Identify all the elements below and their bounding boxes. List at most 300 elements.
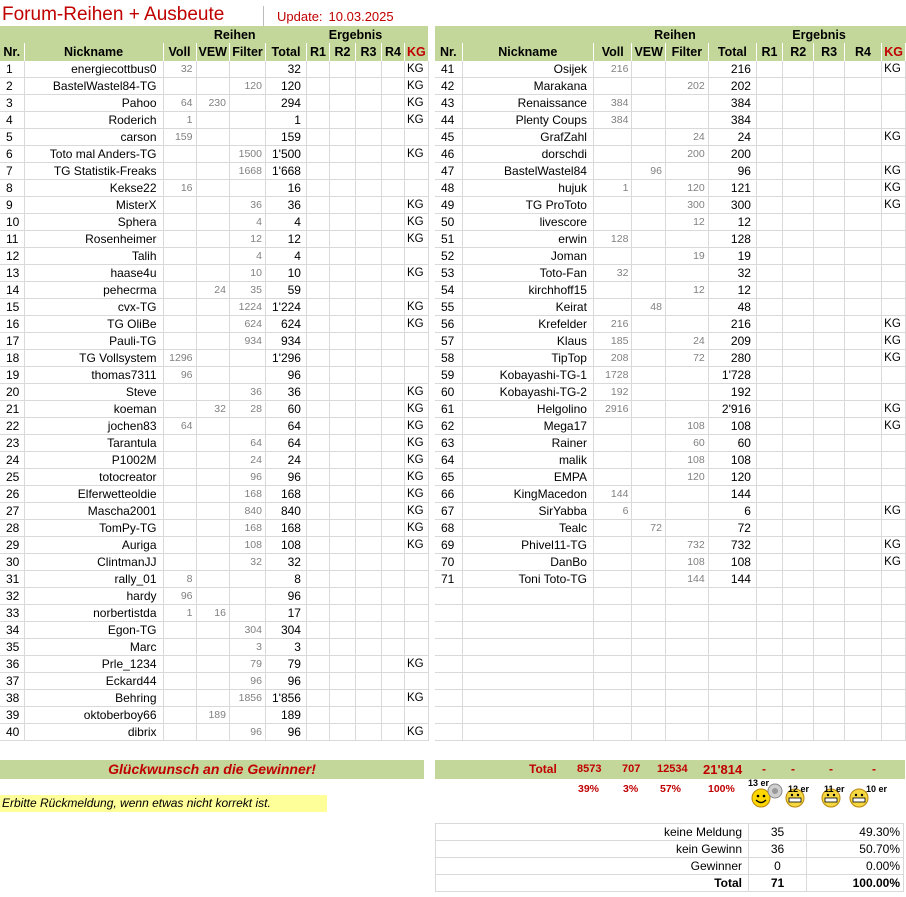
row-r4 [844, 469, 881, 486]
row-filter [665, 605, 708, 622]
row-filter [665, 639, 708, 656]
pct-total: 100% [708, 783, 735, 795]
row-r3 [355, 61, 381, 78]
table-row [0, 333, 428, 350]
row-r2 [329, 146, 355, 163]
row-vew [196, 61, 229, 78]
row-r3 [355, 588, 381, 605]
row-r4 [844, 452, 881, 469]
row-vew [196, 673, 229, 690]
row-vew [196, 316, 229, 333]
label-13er: 13 er [748, 778, 770, 788]
col-r2: R2 [329, 43, 355, 61]
table-row [435, 605, 906, 622]
row-kg [404, 605, 428, 622]
row-total [708, 724, 756, 741]
row-r3 [355, 197, 381, 214]
row-r3 [814, 401, 844, 418]
row-nickname: BastelWastel84 [462, 163, 593, 180]
row-nickname: Marc [24, 639, 163, 656]
table-row [0, 486, 428, 503]
totals-row [435, 760, 905, 779]
row-nickname: koeman [24, 401, 163, 418]
row-nr [435, 724, 462, 741]
row-total: 1'500 [265, 146, 306, 163]
summary-percent: 49.30% [807, 824, 904, 841]
row-r4 [844, 333, 881, 350]
row-total: 96 [265, 469, 306, 486]
row-r1 [756, 401, 782, 418]
row-voll: 32 [163, 61, 196, 78]
row-r2 [783, 350, 814, 367]
table-row [435, 180, 906, 197]
summary-percent: 50.70% [807, 841, 904, 858]
row-r3 [814, 554, 844, 571]
col-nr: Nr. [435, 43, 462, 61]
col-r4: R4 [844, 43, 881, 61]
row-total: 96 [265, 673, 306, 690]
row-nickname: Joman [462, 248, 593, 265]
row-filter [665, 656, 708, 673]
row-nr: 59 [435, 367, 462, 384]
row-total: 48 [708, 299, 756, 316]
row-nr [435, 690, 462, 707]
row-r2 [783, 639, 814, 656]
col-total: Total [265, 43, 306, 61]
row-r3 [355, 605, 381, 622]
row-r1 [306, 571, 329, 588]
row-r2 [329, 639, 355, 656]
row-r2 [329, 282, 355, 299]
row-total: 12 [265, 231, 306, 248]
row-r2 [329, 197, 355, 214]
row-r2 [783, 707, 814, 724]
row-r2 [783, 571, 814, 588]
row-r1 [756, 163, 782, 180]
row-r3 [355, 163, 381, 180]
row-vew [196, 571, 229, 588]
row-kg: KG [404, 214, 428, 231]
row-r2 [783, 248, 814, 265]
row-kg [404, 622, 428, 639]
row-r2 [783, 214, 814, 231]
row-voll [593, 571, 632, 588]
row-r4 [381, 367, 404, 384]
row-kg [882, 367, 906, 384]
row-nr: 71 [435, 571, 462, 588]
col-nr: Nr. [0, 43, 24, 61]
row-r3 [355, 622, 381, 639]
row-r4 [381, 673, 404, 690]
table-row [435, 146, 906, 163]
row-voll [163, 146, 196, 163]
row-nr [435, 588, 462, 605]
row-filter: 64 [229, 435, 265, 452]
row-filter [665, 367, 708, 384]
row-nr: 37 [0, 673, 24, 690]
row-r3 [355, 231, 381, 248]
row-vew [196, 265, 229, 282]
row-nickname: Steve [24, 384, 163, 401]
row-r4 [381, 231, 404, 248]
row-r4 [381, 571, 404, 588]
row-r4 [381, 299, 404, 316]
row-total: 32 [708, 265, 756, 282]
row-nickname: hardy [24, 588, 163, 605]
row-r1 [756, 435, 782, 452]
page-title: Forum-Reihen + Ausbeute [2, 4, 225, 25]
row-vew [196, 588, 229, 605]
row-total: 280 [708, 350, 756, 367]
summary-label: keine Meldung [436, 824, 749, 841]
row-r4 [381, 724, 404, 741]
table-row [0, 384, 428, 401]
row-r3 [355, 486, 381, 503]
row-r4 [844, 61, 881, 78]
row-vew [196, 214, 229, 231]
row-r4 [381, 418, 404, 435]
row-r4 [844, 401, 881, 418]
table-row [0, 299, 428, 316]
row-filter [665, 622, 708, 639]
row-total [708, 622, 756, 639]
row-r1 [306, 214, 329, 231]
row-filter [229, 180, 265, 197]
row-filter: 108 [665, 452, 708, 469]
row-r2 [783, 95, 814, 112]
row-filter: 35 [229, 282, 265, 299]
row-r2 [329, 537, 355, 554]
row-vew [632, 724, 665, 741]
row-filter: 28 [229, 401, 265, 418]
row-vew [196, 333, 229, 350]
row-r1 [756, 282, 782, 299]
row-filter [665, 503, 708, 520]
row-r3 [355, 367, 381, 384]
row-r4 [381, 163, 404, 180]
row-r4 [844, 163, 881, 180]
row-voll [593, 129, 632, 146]
row-r1 [306, 673, 329, 690]
row-kg: KG [882, 350, 906, 367]
table-row [0, 129, 428, 146]
row-r4 [844, 299, 881, 316]
row-r2 [329, 95, 355, 112]
row-r3 [814, 146, 844, 163]
row-r2 [329, 112, 355, 129]
row-r3 [355, 469, 381, 486]
right-results-table [435, 26, 906, 741]
row-voll: 96 [163, 367, 196, 384]
row-nr: 34 [0, 622, 24, 639]
row-nr: 8 [0, 180, 24, 197]
row-r3 [355, 112, 381, 129]
row-r2 [329, 61, 355, 78]
row-kg [882, 673, 906, 690]
col-r4: R4 [381, 43, 404, 61]
row-kg [882, 435, 906, 452]
table-row [0, 401, 428, 418]
row-r4 [381, 78, 404, 95]
row-vew [632, 435, 665, 452]
update-info [277, 9, 394, 24]
row-r2 [783, 282, 814, 299]
row-r2 [783, 605, 814, 622]
row-nr: 2 [0, 78, 24, 95]
row-r1 [756, 95, 782, 112]
row-vew [632, 622, 665, 639]
row-kg: KG [404, 469, 428, 486]
row-nickname: Elferwetteoldie [24, 486, 163, 503]
row-kg: KG [882, 537, 906, 554]
row-r1 [756, 350, 782, 367]
row-r3 [814, 333, 844, 350]
row-r2 [329, 367, 355, 384]
row-r3 [355, 707, 381, 724]
row-r3 [814, 503, 844, 520]
row-voll [593, 214, 632, 231]
row-kg [882, 282, 906, 299]
row-nickname: carson [24, 129, 163, 146]
row-r1 [306, 78, 329, 95]
row-kg [882, 112, 906, 129]
row-voll [163, 265, 196, 282]
summary-total-percent: 100.00% [807, 875, 904, 892]
row-vew [632, 95, 665, 112]
row-r1 [306, 180, 329, 197]
row-voll [163, 469, 196, 486]
row-r3 [814, 639, 844, 656]
row-filter: 96 [229, 724, 265, 741]
row-nickname [462, 639, 593, 656]
row-voll: 1 [163, 605, 196, 622]
row-filter [229, 129, 265, 146]
row-voll [593, 724, 632, 741]
row-vew [196, 299, 229, 316]
row-filter: 1668 [229, 163, 265, 180]
row-vew [632, 469, 665, 486]
row-kg [404, 180, 428, 197]
row-kg [404, 282, 428, 299]
row-r4 [844, 707, 881, 724]
row-voll [593, 673, 632, 690]
row-r4 [844, 265, 881, 282]
row-r2 [329, 231, 355, 248]
row-total: 192 [708, 384, 756, 401]
row-vew [196, 554, 229, 571]
row-filter [665, 112, 708, 129]
row-kg [404, 129, 428, 146]
row-vew: 189 [196, 707, 229, 724]
row-filter: 24 [665, 333, 708, 350]
col-kg: KG [882, 43, 906, 61]
row-filter: 300 [665, 197, 708, 214]
row-r2 [783, 435, 814, 452]
label-12er: 12 er [788, 784, 810, 794]
row-voll [593, 690, 632, 707]
pct-filter: 57% [660, 783, 682, 795]
row-vew [196, 163, 229, 180]
row-nr [435, 622, 462, 639]
row-filter: 840 [229, 503, 265, 520]
row-r3 [355, 503, 381, 520]
table-row [0, 435, 428, 452]
row-vew: 230 [196, 95, 229, 112]
table-row [0, 537, 428, 554]
row-nickname: Phivel11-TG [462, 537, 593, 554]
row-voll [593, 78, 632, 95]
row-filter: 108 [229, 537, 265, 554]
row-kg [882, 486, 906, 503]
row-r3 [355, 146, 381, 163]
row-nickname: jochen83 [24, 418, 163, 435]
row-nickname: Pauli-TG [24, 333, 163, 350]
row-r4 [381, 95, 404, 112]
header-blank [404, 26, 428, 43]
row-voll [163, 639, 196, 656]
table-row [435, 316, 906, 333]
row-voll [593, 639, 632, 656]
group-reihen: Reihen [593, 26, 756, 43]
table-row [0, 231, 428, 248]
row-vew [196, 231, 229, 248]
row-kg [882, 588, 906, 605]
row-nr: 45 [435, 129, 462, 146]
row-filter: 19 [665, 248, 708, 265]
row-nr: 6 [0, 146, 24, 163]
row-nickname: Renaissance [462, 95, 593, 112]
row-r2 [783, 503, 814, 520]
row-r1 [306, 367, 329, 384]
row-r1 [306, 707, 329, 724]
row-filter [665, 299, 708, 316]
row-r2 [329, 673, 355, 690]
row-r2 [329, 571, 355, 588]
row-r3 [814, 520, 844, 537]
row-nickname: dorschdi [462, 146, 593, 163]
row-nr: 65 [435, 469, 462, 486]
row-nickname: Prle_1234 [24, 656, 163, 673]
row-voll [163, 163, 196, 180]
row-filter: 24 [229, 452, 265, 469]
row-nickname: DanBo [462, 554, 593, 571]
row-total: 36 [265, 384, 306, 401]
row-filter: 108 [665, 554, 708, 571]
row-total: 121 [708, 180, 756, 197]
row-nr: 54 [435, 282, 462, 299]
row-nr: 27 [0, 503, 24, 520]
row-voll [163, 673, 196, 690]
row-nickname: ClintmanJJ [24, 554, 163, 571]
table-row [0, 724, 428, 741]
row-r1 [756, 673, 782, 690]
row-voll [163, 537, 196, 554]
row-total: 294 [265, 95, 306, 112]
row-kg [882, 214, 906, 231]
row-r1 [756, 265, 782, 282]
row-r3 [814, 248, 844, 265]
row-filter: 4 [229, 214, 265, 231]
left-results-table [0, 26, 429, 741]
col-r1: R1 [306, 43, 329, 61]
row-r4 [381, 537, 404, 554]
table-row [0, 503, 428, 520]
row-voll [163, 78, 196, 95]
row-voll: 128 [593, 231, 632, 248]
row-r4 [844, 724, 881, 741]
row-r3 [814, 214, 844, 231]
row-vew [632, 503, 665, 520]
row-voll [593, 588, 632, 605]
row-r2 [329, 588, 355, 605]
row-r2 [783, 537, 814, 554]
row-r4 [844, 146, 881, 163]
row-r2 [783, 469, 814, 486]
row-r4 [381, 520, 404, 537]
row-total: 144 [708, 571, 756, 588]
row-vew [196, 418, 229, 435]
row-kg: KG [404, 61, 428, 78]
col-vew: VEW [632, 43, 665, 61]
row-kg [882, 95, 906, 112]
row-filter [229, 571, 265, 588]
row-r2 [329, 163, 355, 180]
title-divider [263, 6, 264, 27]
row-kg [882, 231, 906, 248]
row-nr: 39 [0, 707, 24, 724]
row-nickname: Toto mal Anders-TG [24, 146, 163, 163]
update-label: Update: [277, 9, 323, 24]
row-filter [665, 231, 708, 248]
row-nr: 49 [435, 197, 462, 214]
table-row [435, 571, 906, 588]
row-total: 732 [708, 537, 756, 554]
row-filter [665, 163, 708, 180]
row-r1 [306, 690, 329, 707]
row-r1 [306, 163, 329, 180]
table-row [435, 622, 906, 639]
row-vew: 16 [196, 605, 229, 622]
row-kg: KG [882, 197, 906, 214]
row-nr: 51 [435, 231, 462, 248]
row-r3 [814, 588, 844, 605]
row-r4 [844, 486, 881, 503]
row-filter [665, 316, 708, 333]
col-nickname: Nickname [24, 43, 163, 61]
row-r3 [355, 95, 381, 112]
row-voll [593, 435, 632, 452]
row-r1 [306, 503, 329, 520]
row-total: 19 [708, 248, 756, 265]
row-r3 [814, 537, 844, 554]
row-r2 [329, 316, 355, 333]
row-voll [163, 690, 196, 707]
row-r2 [329, 350, 355, 367]
row-nickname: Marakana [462, 78, 593, 95]
row-total: 24 [708, 129, 756, 146]
row-r2 [329, 622, 355, 639]
row-kg [882, 622, 906, 639]
row-nr: 44 [435, 112, 462, 129]
row-r4 [381, 554, 404, 571]
row-nickname: Talih [24, 248, 163, 265]
header-blank [462, 26, 593, 43]
row-vew [632, 588, 665, 605]
row-r3 [814, 367, 844, 384]
row-nr: 40 [0, 724, 24, 741]
row-voll [593, 707, 632, 724]
congrats-banner: Glückwunsch an die Gewinner! [0, 760, 424, 779]
